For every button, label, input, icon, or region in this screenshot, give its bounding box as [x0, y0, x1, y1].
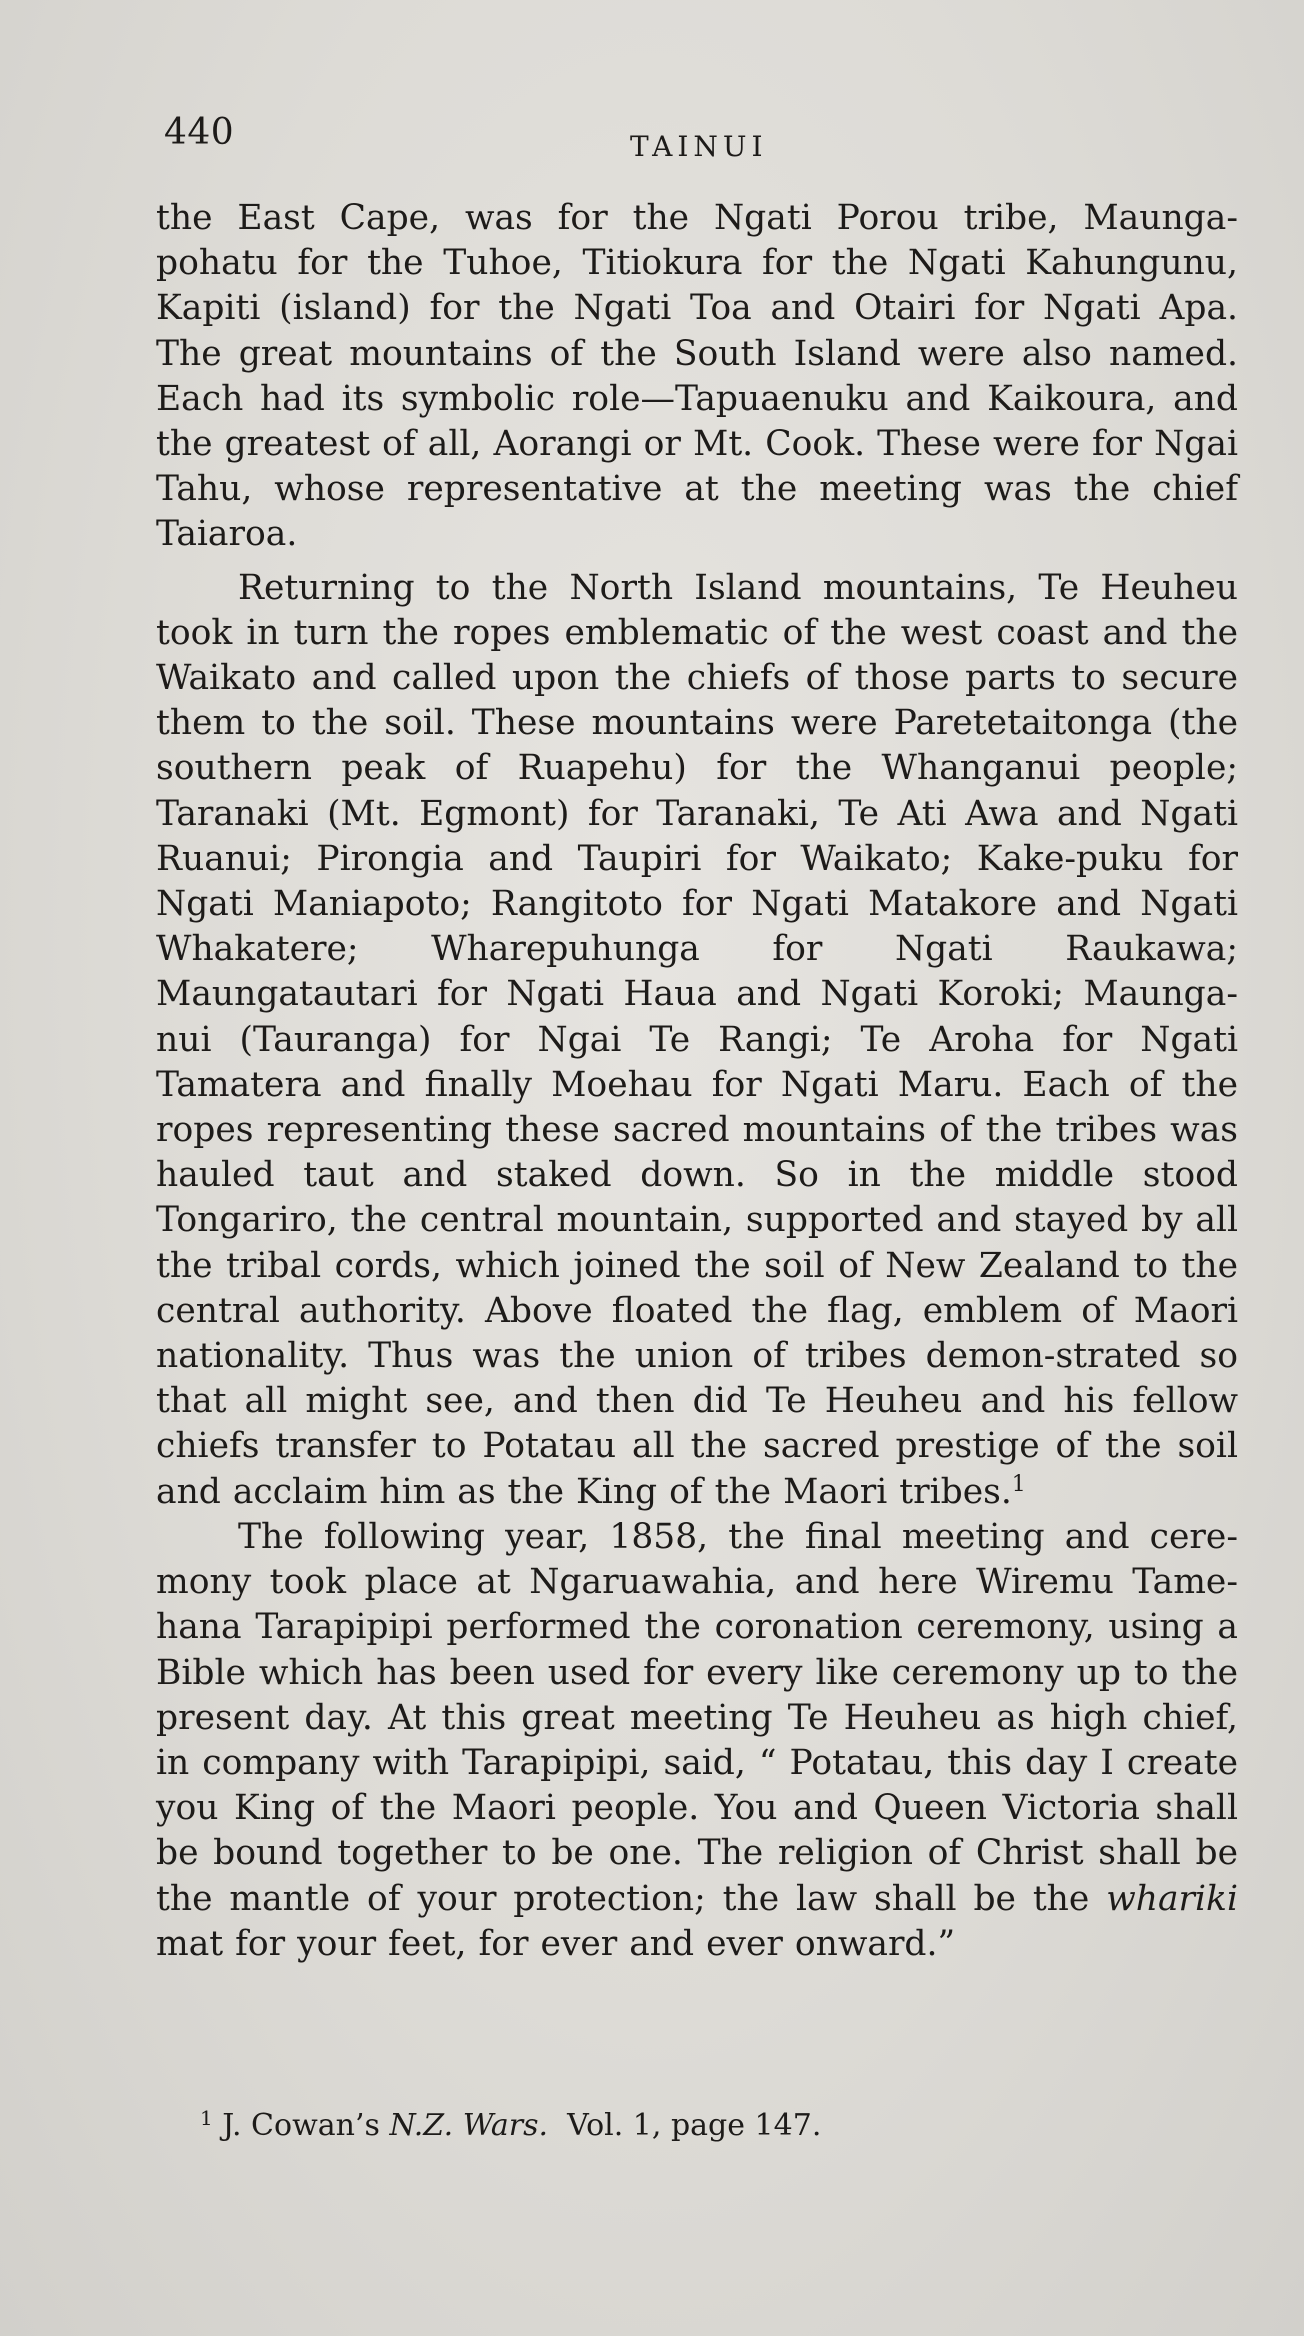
footnote-text: Vol. 1, page 147.	[567, 2108, 822, 2143]
footnote-book-title: N.Z. Wars.	[389, 2108, 549, 2143]
paragraph-text: mat for your feet, for ever and ever onward.”	[156, 1923, 956, 1964]
body-text	[156, 196, 1238, 1967]
page-number: 440	[164, 112, 235, 153]
paragraph	[156, 566, 1238, 1515]
footnote-reference: 1	[1011, 1471, 1026, 1497]
paragraph-text: the East Cape, was for the Ngati Porou tribe, Maunga-pohatu for the Tuhoe, Titiokura for the Ngati Kahungunu, Kapiti (island) for the Ngati Toa and Otairi for Ngati Apa. The great mountains of the South Island were also named. Each had its symbolic role—Tapuaenuku and Kaikoura, and the greatest of all, Aorangi or Mt. Cook. These were for Ngai Tahu, whose representative at the meeting was the chief Taiaroa.	[156, 198, 1238, 555]
footnote-text: J. Cowan’s	[222, 2108, 380, 2143]
running-title: TAINUI	[630, 130, 768, 163]
paragraph-continued	[156, 196, 1238, 558]
italic-term: whariki	[1106, 1878, 1238, 1919]
paragraph-text: Returning to the North Island mountains, Te Heuheu took in turn the ropes emblematic of the west coast and the Waikato and called upon the chiefs of those parts to secure them to the soil. These mountains were Paretetaitonga (the southern peak of Ruapehu) for the Whanganui people; Taranaki (Mt. Egmont) for Taranaki, Te Ati Awa and Ngati Ruanui; Pirongia and Taupiri for Waikato; Kake-puku for Ngati Maniapoto; Rangitoto for Ngati Matakore and Ngati Whakatere; Wharepuhunga for Ngati Raukawa; Maungatautari for Ngati Haua and Ngati Koroki; Maunga-nui (Tauranga) for Ngai Te Rangi; Te Aroha for Ngati Tamatera and finally Moehau for Ngati Maru. Each of the ropes representing these sacred mountains of the tribes was hauled taut and staked down. So in the middle stood Tongariro, the central mountain, supported and stayed by all the tribal cords, which joined the soil of New Zealand to the central authority. Above floated the flag, emblem of Maori nationality. Thus was the union of tribes demon-strated so that all might see, and then did Te Heuheu and his fellow chiefs transfer to Potatau all the sacred prestige of the soil and acclaim him as the King of the Maori tribes.	[156, 567, 1238, 1512]
paragraph-text: The following year, 1858, the final meeting and cere-mony took place at Ngaruawahia, and here Wiremu Tame-hana Tarapipipi performed the coronation ceremony, using a Bible which has been used for every like ceremony up to the present day. At this great meeting Te Heuheu as high chief, in company with Tarapipipi, said, “ Potatau, this day I create you King of the Maori people. You and Queen Victoria shall be bound together to be one. The religion of Christ shall be the mantle of your protection; the law shall be the	[156, 1516, 1238, 1919]
running-head	[164, 112, 1244, 162]
footnote-marker: 1	[200, 2106, 213, 2130]
paragraph	[156, 1515, 1238, 1967]
footnote	[200, 2108, 821, 2143]
